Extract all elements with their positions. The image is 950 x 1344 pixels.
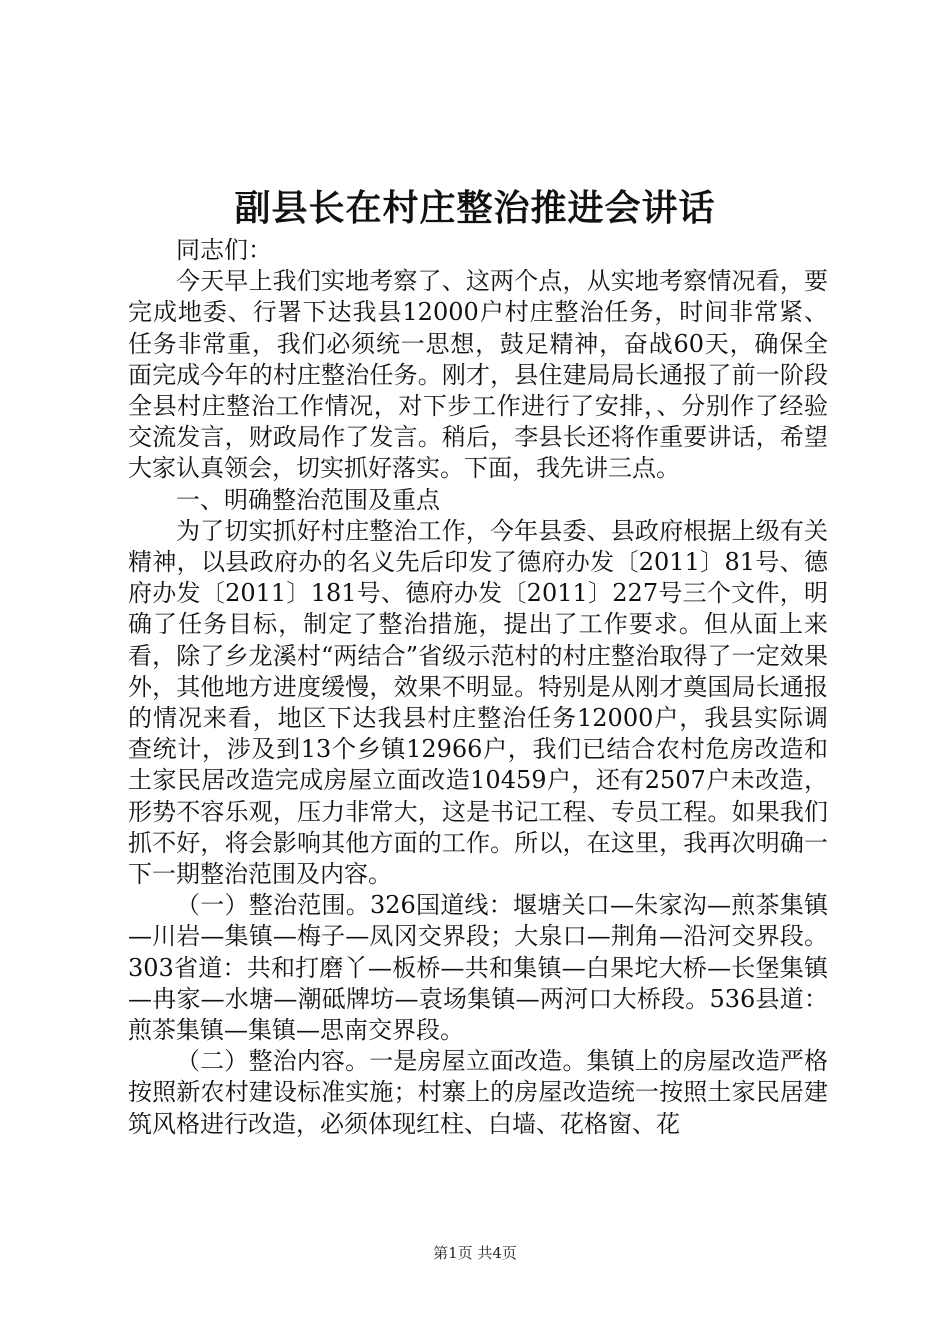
- document-body: [128, 235, 828, 1140]
- body-paragraph: （一）整治范围。326国道线：堰塘关口—朱家沟—煎茶集镇—川岩—集镇—梅子—凤冈交界段；大泉口—荆角—沿河交界段。303省道：共和打磨丫—板桥—共和集镇—白果坨大桥—长堡集镇—冉家—水塘—潮砥牌坊—袁场集镇—两河口大桥段。536县道：煎茶集镇—集镇—思南交界段。: [128, 891, 828, 1045]
- body-paragraph: 为了切实抓好村庄整治工作，今年县委、县政府根据上级有关精神，以县政府办的名义先后印发了德府办发〔2011〕81号、德府办发〔2011〕181号、德府办发〔2011〕227号三个文件，明确了任务目标，制定了整治措施，提出了工作要求。但从面上来看，除了乡龙溪村“两结合”省级示范村的村庄整治取得了一定效果外，其他地方进度缓慢，效果不明显。特别是从刚才奠国局长通报的情况来看，地区下达我县村庄整治任务12000户，我县实际调查统计，涉及到13个乡镇12966户，我们已结合农村危房改造和土家民居改造完成房屋立面改造10459户，还有2507户未改造，形势不容乐观，压力非常大，这是书记工程、专员工程。如果我们抓不好，将会影响其他方面的工作。所以，在这里，我再次明确一下一期整治范围及内容。: [128, 516, 828, 889]
- salutation-paragraph: 同志们：: [176, 236, 272, 264]
- body-paragraph: （二）整治内容。一是房屋立面改造。集镇上的房屋改造严格按照新农村建设标准实施；村寨上的房屋改造统一按照土家民居建筑风格进行改造，必须体现红柱、白墙、花格窗、花: [128, 1047, 828, 1138]
- document-title: 副县长在村庄整治推进会讲话: [234, 187, 716, 229]
- section-heading: 一、明确整治范围及重点: [176, 485, 440, 514]
- page-number-footer: 第1页 共4页: [433, 1244, 517, 1262]
- body-paragraph: 今天早上我们实地考察了、这两个点，从实地考察情况看，要完成地委、行署下达我县12000户村庄整治任务，时间非常紧、任务非常重，我们必须统一思想，鼓足精神，奋战60天，确保全面完成今年的村庄整治任务。刚才，县住建局局长通报了前一阶段全县村庄整治工作情况，对下步工作进行了安排，、分别作了经验交流发言，财政局作了发言。稍后，李县长还将作重要讲话，希望大家认真领会，切实抓好落实。下面，我先讲三点。: [128, 267, 828, 483]
